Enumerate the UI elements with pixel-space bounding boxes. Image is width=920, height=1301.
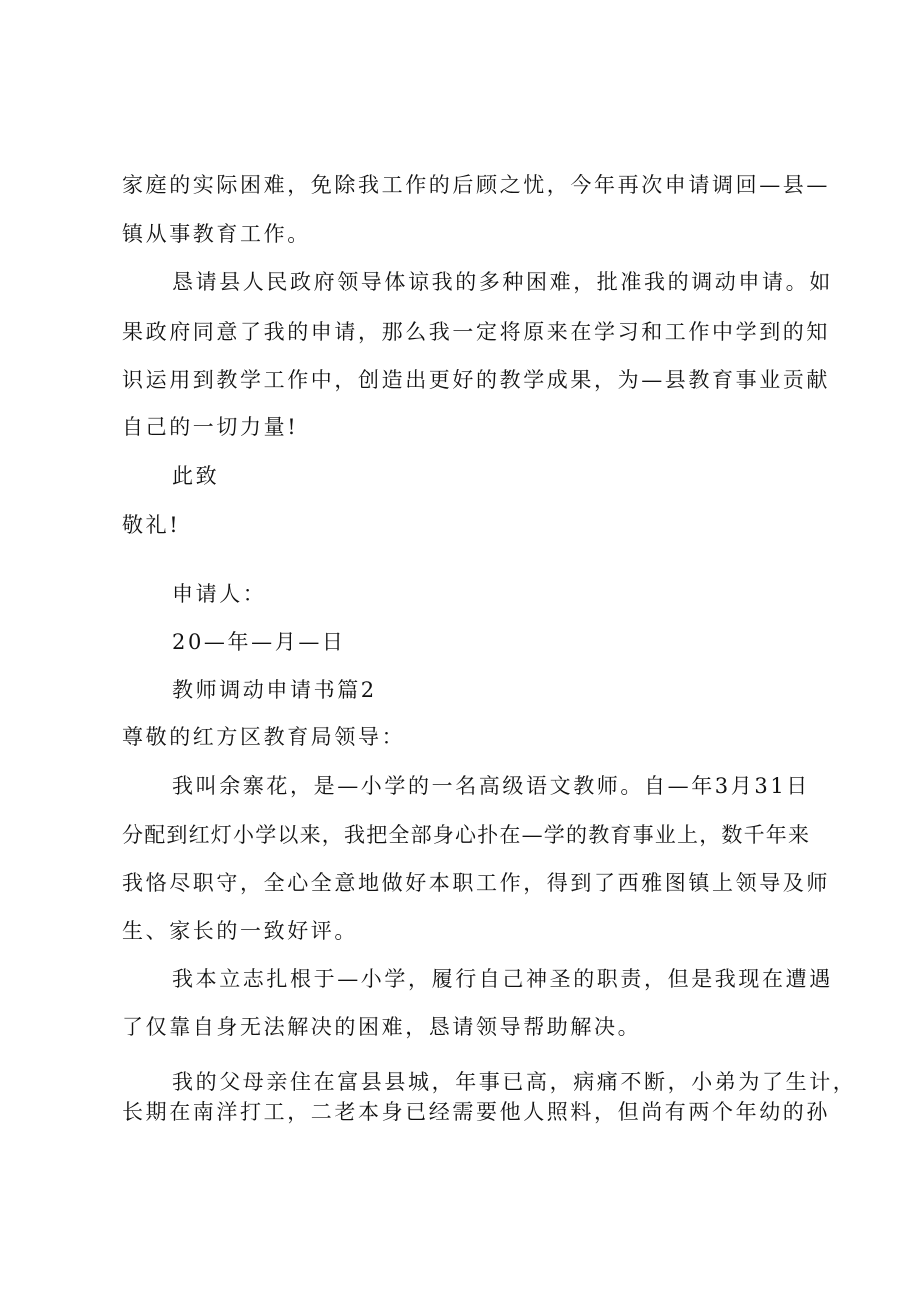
paragraph-line: 了仅靠自身无法解决的困难，恳请领导帮助解决。 [122,1015,642,1039]
paragraph-line: 我叫余寨花，是—小学的一名高级语文教师。自—年3月31日 [172,774,810,798]
paragraph-line: 自己的一切力量! [122,415,299,439]
paragraph-line: 我本立志扎根于—小学，履行自己神圣的职责，但是我现在遭遇 [172,967,833,991]
paragraph-line: 分配到红灯小学以来，我把全部身心扑在—学的教育事业上，数千年来 [122,823,811,847]
paragraph-line: 果政府同意了我的申请，那么我一定将原来在学习和工作中学到的知 [122,320,830,344]
paragraph-line: 生、家长的一致好评。 [122,919,358,943]
paragraph-line: 长期在南洋打工，二老本身已经需要他人照料，但尚有两个年幼的孙 [122,1100,830,1124]
applicant-label: 申请人： [172,582,267,606]
closing-phrase: 此致 [172,464,220,488]
paragraph-line: 识运用到教学工作中，创造出更好的教学成果，为—县教育事业贡献 [122,368,830,392]
paragraph-line: 镇从事教育工作。 [122,222,311,246]
paragraph-line: 恳请县人民政府领导体谅我的多种困难，批准我的调动申请。如 [172,270,833,294]
paragraph-line: 家庭的实际困难，免除我工作的后顾之忧，今年再次申请调回—县— [122,173,830,197]
section-title: 教师调动申请书篇2 [172,678,377,702]
date-line: 20—年—月—日 [172,630,346,654]
paragraph-line: 我的父母亲住在富县县城，年事已高，病痛不断，小弟为了生计， [172,1070,857,1094]
salutation-closing: 敬礼! [122,513,181,537]
salutation: 尊敬的红方区教育局领导： [122,725,406,749]
paragraph-line: 我恪尽职守，全心全意地做好本职工作，得到了西雅图镇上领导及师 [122,871,830,895]
